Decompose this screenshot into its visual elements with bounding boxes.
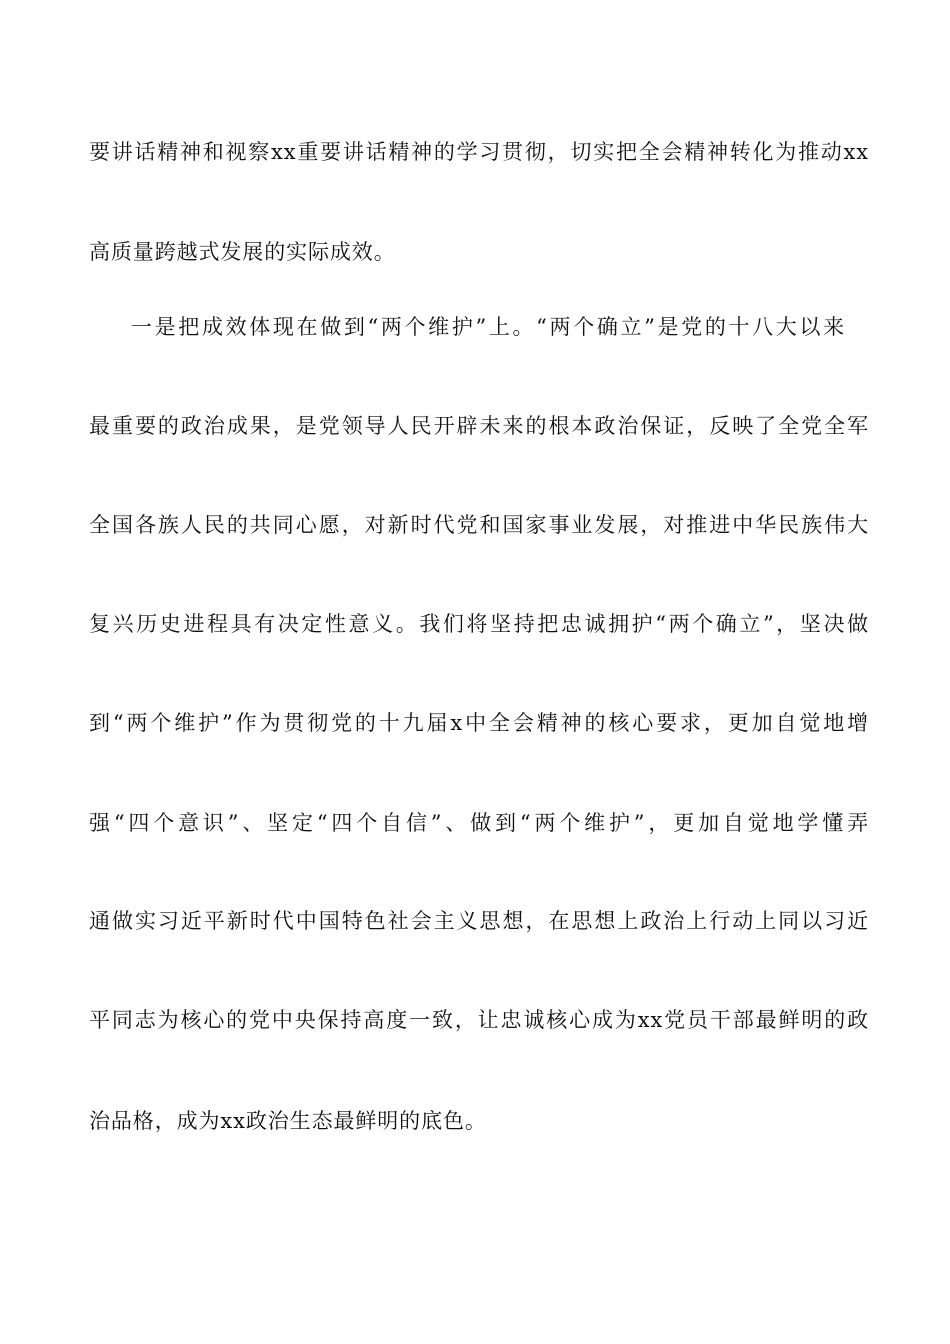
paragraph-line-2: 高质量跨越式发展的实际成效。 [89, 240, 396, 264]
paragraph-line-3: 一是把成效体现在做到“两个维护”上。“两个确立”是党的十八大以来 [131, 315, 845, 339]
paragraph-line-11: 治品格，成为xx政治生态最鲜明的底色。 [89, 1109, 487, 1133]
paragraph-line-6: 复兴历史进程具有决定性意义。我们将坚持把忠诚拥护“两个确立”，坚决做 [89, 612, 869, 636]
paragraph-line-1: 要讲话精神和视察xx重要讲话精神的学习贯彻，切实把全会精神转化为推动xx [89, 140, 869, 164]
paragraph-line-4: 最重要的政治成果，是党领导人民开辟未来的根本政治保证，反映了全党全军 [89, 414, 869, 438]
paragraph-line-10: 平同志为核心的党中央保持高度一致，让忠诚核心成为xx党员干部最鲜明的政 [89, 1008, 869, 1032]
paragraph-line-9: 通做实习近平新时代中国特色社会主义思想，在思想上政治上行动上同以习近 [89, 909, 869, 933]
paragraph-line-5: 全国各族人民的共同心愿，对新时代党和国家事业发展，对推进中华民族伟大 [89, 513, 869, 537]
paragraph-line-8: 强“四个意识”、坚定“四个自信”、做到“两个维护”，更加自觉地学懂弄 [89, 811, 869, 835]
paragraph-line-7: 到“两个维护”作为贯彻党的十九届x中全会精神的核心要求，更加自觉地增 [89, 711, 869, 735]
